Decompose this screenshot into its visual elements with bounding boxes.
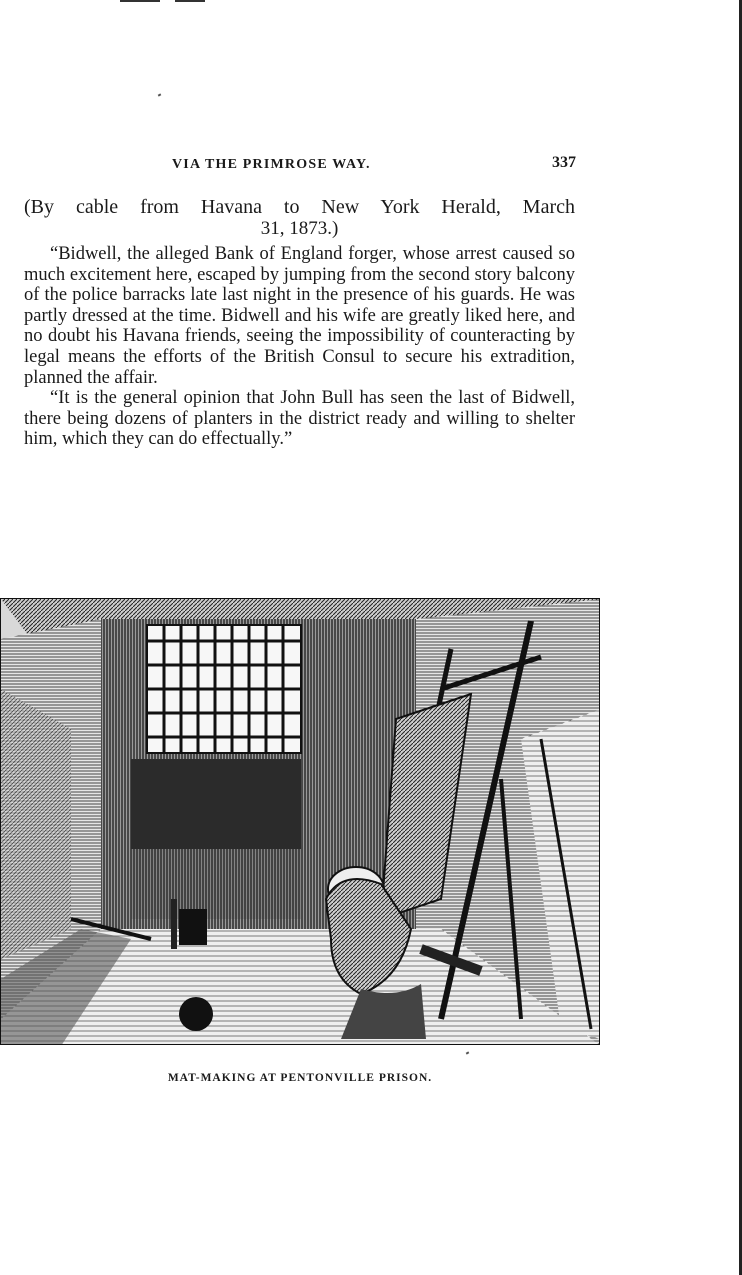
page-number: 337: [552, 154, 576, 171]
print-speck: [158, 93, 162, 96]
print-mark: [120, 0, 160, 2]
paragraph: “It is the general opinion that John Bull has seen the last of Bidwell, there being dozens of planters in the district ready and willing to shelter him, which they can do effectually.”: [24, 388, 575, 450]
cable-heading: (By cable from Havana to New York Herald, March: [24, 196, 575, 218]
figure-caption: MAT-MAKING AT PENTONVILLE PRISON.: [167, 1072, 433, 1084]
cable-date: 31, 1873.): [260, 218, 339, 239]
engraving-illustration: [0, 598, 600, 1045]
body-text: [24, 196, 575, 450]
paragraph: “Bidwell, the alleged Bank of England forger, whose arrest caused so much excitement here, escaped by jumping from the second story balcony of the police barracks late last night in the presence of his guards. He was partly dressed at the time. Bidwell and his wife are greatly liked here, and no doubt his Havana friends, seeing the impossibility of counteracting by legal means the efforts of the British Consul to secure his extradition, planned the affair.: [24, 244, 575, 388]
prison-cell-engraving: [1, 599, 600, 1045]
print-speck: [466, 1051, 470, 1054]
yarn-ball: [179, 997, 213, 1031]
running-title: VIA THE PRIMROSE WAY.: [172, 157, 371, 172]
running-head: [22, 154, 576, 178]
barred-window: [147, 625, 301, 753]
print-mark: [175, 0, 205, 2]
